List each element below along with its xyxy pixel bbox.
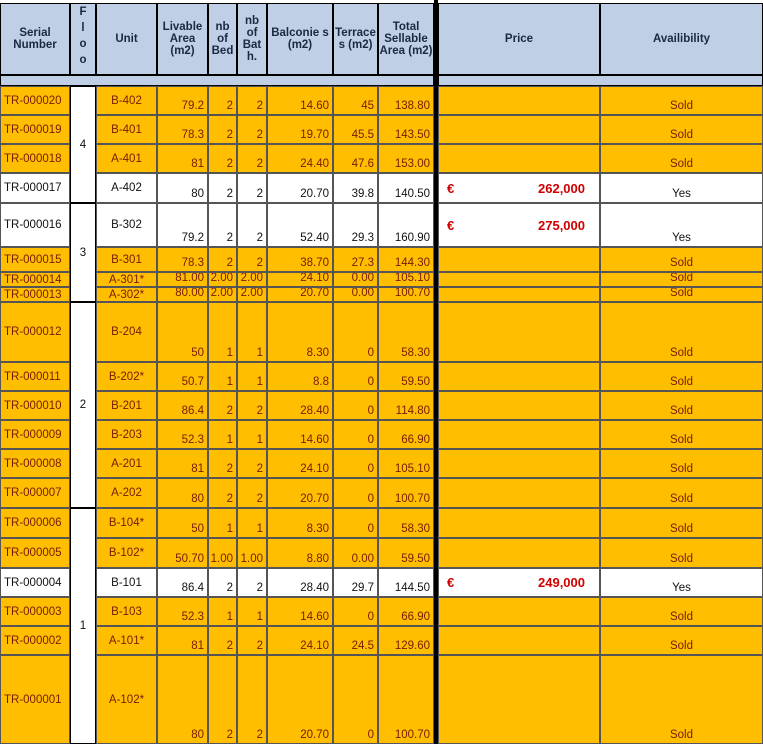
livable-area-cell: 78.3 (157, 247, 208, 272)
bedrooms-cell: 1 (208, 362, 237, 391)
floor-group-3: 3 (70, 203, 96, 302)
header-floor (70, 3, 96, 75)
livable-area-cell: 52.3 (157, 597, 208, 626)
livable-area-cell: 52.3 (157, 420, 208, 449)
serial-number-cell: TR-000008 (0, 449, 70, 478)
serial-number-cell: TR-000006 (0, 508, 70, 538)
bedrooms-cell: 2 (208, 391, 237, 420)
bathrooms-cell: 1 (237, 597, 267, 626)
bedrooms-cell: 2 (208, 247, 237, 272)
terrace-area-cell: 47.6 (333, 144, 378, 173)
availability-cell: Sold (600, 597, 763, 626)
serial-number-cell: TR-000016 (0, 203, 70, 247)
price-cell (438, 115, 600, 144)
price-amount: 275,000 (538, 217, 585, 233)
terrace-area-cell: 0 (333, 420, 378, 449)
unit-cell: B-202* (96, 362, 157, 391)
header-price: Price (438, 3, 600, 75)
terrace-area-cell: 0 (333, 508, 378, 538)
total-area-cell: 144.30 (378, 247, 434, 272)
availability-cell: Yes (600, 203, 763, 247)
bedrooms-cell: 2 (208, 203, 237, 247)
availability-cell: Sold (600, 362, 763, 391)
balcony-area-cell: 14.60 (267, 597, 333, 626)
header-serial: Serial Number (0, 3, 70, 75)
bathrooms-cell: 2 (237, 203, 267, 247)
serial-number-cell: TR-000017 (0, 173, 70, 203)
unit-cell: A-402 (96, 173, 157, 203)
bedrooms-cell: 2 (208, 173, 237, 203)
price-cell (438, 568, 600, 597)
price-cell (438, 203, 600, 247)
balcony-area-cell: 8.30 (267, 302, 333, 362)
unit-cell: B-201 (96, 391, 157, 420)
bathrooms-cell: 2 (237, 391, 267, 420)
unit-cell: B-101 (96, 568, 157, 597)
total-area-cell: 144.50 (378, 568, 434, 597)
availability-cell: Sold (600, 655, 763, 744)
header-bath: nb of Bat h. (237, 3, 267, 75)
bathrooms-cell: 2 (237, 626, 267, 655)
header-livable: Livable Area (m2) (157, 3, 208, 75)
unit-cell: B-104* (96, 508, 157, 538)
price-cell (438, 144, 600, 173)
serial-number-cell: TR-000014 (0, 272, 70, 287)
balcony-area-cell: 24.10 (267, 626, 333, 655)
terrace-area-cell: 0.00 (333, 272, 378, 287)
header-availability: Availibility (600, 3, 763, 75)
bedrooms-cell: 2 (208, 144, 237, 173)
bedrooms-cell: 1 (208, 302, 237, 362)
price-cell (438, 86, 600, 115)
terrace-area-cell: 0 (333, 302, 378, 362)
bedrooms-cell: 2 (208, 478, 237, 508)
balcony-area-cell: 52.40 (267, 203, 333, 247)
total-area-cell: 160.90 (378, 203, 434, 247)
terrace-area-cell: 0 (333, 449, 378, 478)
floor-group-2: 2 (70, 302, 96, 508)
availability-cell: Sold (600, 478, 763, 508)
total-area-cell: 105.10 (378, 272, 434, 287)
balcony-area-cell: 20.70 (267, 287, 333, 302)
price-cell (438, 391, 600, 420)
balcony-area-cell: 38.70 (267, 247, 333, 272)
total-area-cell: 59.50 (378, 538, 434, 568)
total-area-cell: 100.70 (378, 655, 434, 744)
price-cell (438, 655, 600, 744)
serial-number-cell: TR-000019 (0, 115, 70, 144)
terrace-area-cell: 0 (333, 362, 378, 391)
livable-area-cell: 81.00 (157, 272, 208, 287)
balcony-area-cell: 20.70 (267, 173, 333, 203)
unit-cell: A-201 (96, 449, 157, 478)
livable-area-cell: 86.4 (157, 568, 208, 597)
floor-header-letter: o (79, 38, 87, 50)
price-cell (438, 272, 600, 287)
serial-number-cell: TR-000011 (0, 362, 70, 391)
balcony-area-cell: 24.10 (267, 449, 333, 478)
availability-cell: Sold (600, 508, 763, 538)
unit-cell: B-204 (96, 302, 157, 362)
bathrooms-cell: 1 (237, 420, 267, 449)
balcony-area-cell: 8.8 (267, 362, 333, 391)
unit-cell: B-103 (96, 597, 157, 626)
livable-area-cell: 80.00 (157, 287, 208, 302)
balcony-area-cell: 20.70 (267, 478, 333, 508)
availability-cell: Sold (600, 302, 763, 362)
unit-cell: A-102* (96, 655, 157, 744)
serial-number-cell: TR-000010 (0, 391, 70, 420)
livable-area-cell: 80 (157, 655, 208, 744)
balcony-area-cell: 8.30 (267, 508, 333, 538)
total-area-cell: 129.60 (378, 626, 434, 655)
availability-cell: Sold (600, 115, 763, 144)
balcony-area-cell: 28.40 (267, 568, 333, 597)
total-area-cell: 100.70 (378, 287, 434, 302)
balcony-area-cell: 14.60 (267, 86, 333, 115)
availability-cell: Sold (600, 391, 763, 420)
bedrooms-cell: 2.00 (208, 287, 237, 302)
total-area-cell: 59.50 (378, 362, 434, 391)
serial-number-cell: TR-000009 (0, 420, 70, 449)
header-sub-band-price (438, 75, 763, 86)
terrace-area-cell: 0 (333, 391, 378, 420)
balcony-area-cell: 14.60 (267, 420, 333, 449)
bedrooms-cell: 2 (208, 115, 237, 144)
unit-cell: A-401 (96, 144, 157, 173)
euro-symbol: € (447, 217, 455, 233)
floor-header-letter: F (79, 6, 87, 18)
balcony-area-cell: 28.40 (267, 391, 333, 420)
unit-cell: B-402 (96, 86, 157, 115)
bathrooms-cell: 2 (237, 173, 267, 203)
total-area-cell: 114.80 (378, 391, 434, 420)
serial-number-cell: TR-000005 (0, 538, 70, 568)
availability-cell: Sold (600, 449, 763, 478)
terrace-area-cell: 29.3 (333, 203, 378, 247)
bathrooms-cell: 2 (237, 115, 267, 144)
terrace-area-cell: 24.5 (333, 626, 378, 655)
availability-cell: Sold (600, 144, 763, 173)
balcony-area-cell: 8.80 (267, 538, 333, 568)
price-amount: 249,000 (538, 575, 585, 590)
livable-area-cell: 78.3 (157, 115, 208, 144)
livable-area-cell: 50.70 (157, 538, 208, 568)
price-cell (438, 626, 600, 655)
bedrooms-cell: 1 (208, 420, 237, 449)
availability-cell: Yes (600, 173, 763, 203)
total-area-cell: 138.80 (378, 86, 434, 115)
terrace-area-cell: 45 (333, 86, 378, 115)
terrace-area-cell: 27.3 (333, 247, 378, 272)
bathrooms-cell: 2 (237, 449, 267, 478)
unit-cell: B-102* (96, 538, 157, 568)
bathrooms-cell: 2 (237, 568, 267, 597)
livable-area-cell: 81 (157, 449, 208, 478)
price-cell (438, 247, 600, 272)
total-area-cell: 105.10 (378, 449, 434, 478)
bathrooms-cell: 2 (237, 247, 267, 272)
price-cell (438, 173, 600, 203)
bedrooms-cell: 2 (208, 449, 237, 478)
price-cell (438, 449, 600, 478)
price-cell (438, 478, 600, 508)
livable-area-cell: 80 (157, 478, 208, 508)
serial-number-cell: TR-000013 (0, 287, 70, 302)
availability-cell: Sold (600, 287, 763, 302)
header-sub-band (0, 75, 434, 86)
total-area-cell: 153.00 (378, 144, 434, 173)
bedrooms-cell: 2 (208, 655, 237, 744)
total-area-cell: 100.70 (378, 478, 434, 508)
header-terrace: Terrace s (m2) (333, 3, 378, 75)
unit-cell: B-401 (96, 115, 157, 144)
floor-header-letter: o (79, 54, 87, 66)
bathrooms-cell: 2.00 (237, 272, 267, 287)
terrace-area-cell: 0 (333, 655, 378, 744)
livable-area-cell: 81 (157, 626, 208, 655)
serial-number-cell: TR-000015 (0, 247, 70, 272)
livable-area-cell: 50 (157, 302, 208, 362)
terrace-area-cell: 45.5 (333, 115, 378, 144)
serial-number-cell: TR-000002 (0, 626, 70, 655)
serial-number-cell: TR-000003 (0, 597, 70, 626)
terrace-area-cell: 0 (333, 478, 378, 508)
availability-cell: Sold (600, 86, 763, 115)
livable-area-cell: 79.2 (157, 86, 208, 115)
livable-area-cell: 81 (157, 144, 208, 173)
livable-area-cell: 50.7 (157, 362, 208, 391)
price-cell (438, 420, 600, 449)
unit-cell: A-301* (96, 272, 157, 287)
bathrooms-cell: 1 (237, 302, 267, 362)
terrace-area-cell: 29.7 (333, 568, 378, 597)
serial-number-cell: TR-000018 (0, 144, 70, 173)
availability-cell: Sold (600, 247, 763, 272)
floor-group-4: 4 (70, 86, 96, 203)
unit-cell: A-202 (96, 478, 157, 508)
bedrooms-cell: 1.00 (208, 538, 237, 568)
terrace-area-cell: 39.8 (333, 173, 378, 203)
total-area-cell: 58.30 (378, 508, 434, 538)
serial-number-cell: TR-000001 (0, 655, 70, 744)
bedrooms-cell: 2 (208, 568, 237, 597)
unit-cell: A-101* (96, 626, 157, 655)
balcony-area-cell: 19.70 (267, 115, 333, 144)
price-cell (438, 287, 600, 302)
balcony-area-cell: 24.10 (267, 272, 333, 287)
bathrooms-cell: 1.00 (237, 538, 267, 568)
bathrooms-cell: 1 (237, 508, 267, 538)
unit-cell: B-203 (96, 420, 157, 449)
serial-number-cell: TR-000012 (0, 302, 70, 362)
unit-cell: B-301 (96, 247, 157, 272)
serial-number-cell: TR-000007 (0, 478, 70, 508)
total-area-cell: 140.50 (378, 173, 434, 203)
balcony-area-cell: 24.40 (267, 144, 333, 173)
price-cell (438, 362, 600, 391)
livable-area-cell: 80 (157, 173, 208, 203)
bedrooms-cell: 1 (208, 508, 237, 538)
bathrooms-cell: 2 (237, 86, 267, 115)
availability-cell: Sold (600, 626, 763, 655)
floor-group-1: 1 (70, 508, 96, 744)
balcony-area-cell: 20.70 (267, 655, 333, 744)
total-area-cell: 66.90 (378, 420, 434, 449)
price-cell (438, 302, 600, 362)
total-area-cell: 58.30 (378, 302, 434, 362)
total-area-cell: 143.50 (378, 115, 434, 144)
serial-number-cell: TR-000020 (0, 86, 70, 115)
price-amount: 262,000 (538, 180, 585, 196)
header-bed: nb of Bed (208, 3, 237, 75)
unit-cell: B-302 (96, 203, 157, 247)
bathrooms-cell: 2 (237, 478, 267, 508)
euro-symbol: € (447, 575, 455, 590)
unit-cell: A-302* (96, 287, 157, 302)
bathrooms-cell: 1 (237, 362, 267, 391)
availability-cell: Sold (600, 272, 763, 287)
availability-cell: Sold (600, 420, 763, 449)
header-total: Total Sellable Area (m2) (378, 3, 434, 75)
price-cell (438, 508, 600, 538)
total-area-cell: 66.90 (378, 597, 434, 626)
price-cell (438, 597, 600, 626)
availability-cell: Sold (600, 538, 763, 568)
availability-cell: Yes (600, 568, 763, 597)
terrace-area-cell: 0.00 (333, 538, 378, 568)
livable-area-cell: 50 (157, 508, 208, 538)
bedrooms-cell: 2 (208, 86, 237, 115)
serial-number-cell: TR-000004 (0, 568, 70, 597)
floor-header-letter: l (81, 22, 85, 34)
bedrooms-cell: 2 (208, 626, 237, 655)
header-balconies: Balconie s (m2) (267, 3, 333, 75)
bedrooms-cell: 2.00 (208, 272, 237, 287)
terrace-area-cell: 0.00 (333, 287, 378, 302)
price-cell (438, 538, 600, 568)
bathrooms-cell: 2 (237, 655, 267, 744)
livable-area-cell: 86.4 (157, 391, 208, 420)
livable-area-cell: 79.2 (157, 203, 208, 247)
euro-symbol: € (447, 180, 455, 196)
header-unit: Unit (96, 3, 157, 75)
bedrooms-cell: 1 (208, 597, 237, 626)
bathrooms-cell: 2.00 (237, 287, 267, 302)
bathrooms-cell: 2 (237, 144, 267, 173)
terrace-area-cell: 0 (333, 597, 378, 626)
